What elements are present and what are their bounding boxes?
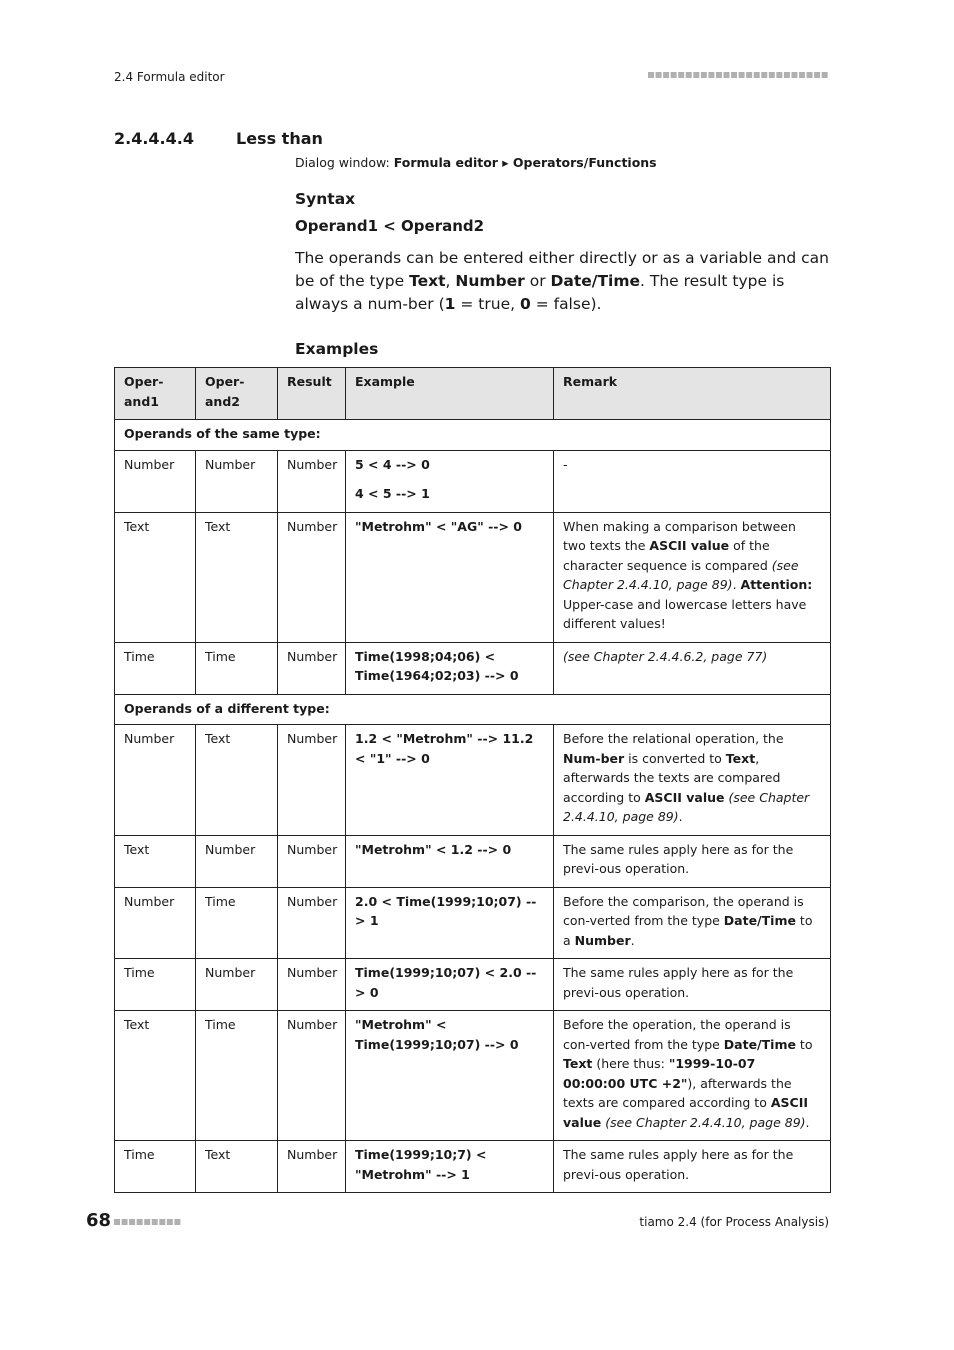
remark-segment: Before the operation, the operand is con-verted from the type: [563, 1017, 791, 1052]
remark-segment: Text: [725, 750, 756, 766]
cell-example: [346, 1141, 554, 1193]
remark-segment: .: [805, 1114, 810, 1130]
remark-segment: Before the relational operation, the: [563, 731, 784, 746]
dot-mark: [784, 72, 790, 78]
dot-mark: [693, 72, 699, 78]
dot-mark: [678, 72, 684, 78]
col-header-result: Result: [278, 368, 346, 420]
syntax-heading: Syntax: [295, 190, 356, 208]
cell-remark: [554, 512, 831, 642]
cell-remark: [554, 450, 831, 512]
cell-result: Number: [278, 512, 346, 642]
remark-segment: The same rules apply here as for the previ-ous operation.: [563, 841, 794, 876]
cell-op1: Number: [115, 725, 196, 836]
example-line: Time(1999;10;7) < "Metrohm" --> 1: [355, 1147, 487, 1182]
remark-segment: The same rules apply here as for the previ-ous operation.: [563, 1147, 794, 1182]
remark-segment: Num-ber: [563, 750, 625, 766]
description-segment: 0: [519, 295, 531, 313]
examples-heading: Examples: [295, 340, 379, 358]
remark-segment: -: [563, 456, 568, 472]
cell-remark: [554, 1141, 831, 1193]
remark-segment: to: [795, 1036, 813, 1052]
description-segment: ,: [445, 272, 456, 290]
group-row: [115, 420, 831, 451]
cell-example: [346, 450, 554, 512]
dot-mark: [731, 72, 737, 78]
dot-mark: [159, 1219, 165, 1225]
table-row: [115, 1141, 831, 1193]
examples-table: [114, 367, 831, 1193]
cell-op1: Text: [115, 512, 196, 642]
remark-segment: Text: [563, 1056, 593, 1071]
dot-mark: [663, 72, 669, 78]
dot-mark: [776, 72, 782, 78]
cell-op2: Time: [196, 887, 278, 959]
description-segment: . The result type is always a num-ber (: [295, 272, 785, 313]
section-title: Less than: [236, 129, 323, 148]
remark-segment: Before the comparison, the operand is con-verted from the type: [563, 893, 804, 928]
footer-dot-rule: [114, 1218, 182, 1227]
cell-example: [346, 959, 554, 1011]
dot-mark: [769, 72, 775, 78]
remark-segment: Attention:: [740, 577, 813, 592]
remark-segment: ASCII value: [644, 789, 725, 805]
dot-mark: [746, 72, 752, 78]
cell-example: [346, 887, 554, 959]
cell-example: [346, 1011, 554, 1141]
example-line: "Metrohm" < 1.2 --> 0: [355, 841, 512, 857]
running-header-section: 2.4 Formula editor: [114, 70, 225, 84]
dialog-label: Dialog window:: [295, 155, 390, 170]
dot-mark: [114, 1219, 120, 1225]
description-segment: Number: [455, 272, 525, 290]
dot-mark: [799, 72, 805, 78]
cell-result: Number: [278, 1011, 346, 1141]
description-segment: Date/Time: [550, 272, 640, 290]
cell-op1: Number: [115, 450, 196, 512]
group-row: [115, 694, 831, 725]
remark-segment: (see Chapter 2.4.4.10, page 89): [563, 789, 810, 824]
dot-mark: [137, 1219, 143, 1225]
dot-mark: [701, 72, 707, 78]
remark-segment: ASCII value: [649, 538, 730, 553]
remark-segment: is converted to: [624, 750, 726, 766]
example-line: "Metrohm" < "AG" --> 0: [355, 518, 522, 534]
description-segment: 1: [444, 295, 456, 313]
description-segment: Text: [409, 272, 446, 290]
remark-segment: .: [678, 809, 683, 824]
dot-mark: [716, 72, 722, 78]
cell-result: Number: [278, 887, 346, 959]
cell-remark: [554, 959, 831, 1011]
dot-mark: [686, 72, 692, 78]
page-number: 68: [86, 1210, 112, 1231]
remark-segment: ), afterwards the texts are compared according to: [563, 1075, 792, 1110]
dot-mark: [122, 1219, 128, 1225]
remark-segment: Date/Time: [723, 913, 796, 928]
remark-segment: "1999-10-07 00:00:00 UTC +2": [563, 1056, 756, 1091]
remark-segment: ASCII value: [563, 1095, 808, 1130]
example-line: "Metrohm" < Time(1999;10;07) --> 0: [355, 1017, 519, 1052]
cell-result: Number: [278, 450, 346, 512]
cell-remark: [554, 887, 831, 959]
remark-segment: When making a comparison between two texts the: [563, 518, 796, 553]
col-header-operand2: Oper-and2: [196, 368, 278, 420]
dot-mark: [754, 72, 760, 78]
cell-result: Number: [278, 835, 346, 887]
section-number: 2.4.4.4.4: [114, 129, 194, 148]
remark-segment: .: [732, 577, 741, 592]
cell-remark: [554, 725, 831, 836]
description-segment: = false).: [530, 295, 602, 313]
remark-segment: .: [630, 932, 635, 948]
remark-segment: The same rules apply here as for the previ-ous operation.: [563, 965, 794, 1000]
cell-op2: Number: [196, 450, 278, 512]
table-row: [115, 887, 831, 959]
dialog-window-line: [295, 155, 657, 170]
cell-op2: Number: [196, 835, 278, 887]
description-segment: = true,: [455, 295, 520, 313]
table-row: [115, 1011, 831, 1141]
dot-mark: [807, 72, 813, 78]
remark-segment: (here thus:: [592, 1056, 669, 1071]
dot-mark: [761, 72, 767, 78]
header-dot-rule: [648, 71, 829, 80]
cell-remark: [554, 642, 831, 694]
dot-mark: [724, 72, 730, 78]
cell-result: Number: [278, 1141, 346, 1193]
dot-mark: [144, 1219, 150, 1225]
example-line: 1.2 < "Metrohm" --> 11.2 < "1" --> 0: [355, 731, 534, 766]
table-row: [115, 959, 831, 1011]
dot-mark: [656, 72, 662, 78]
operands-description: [295, 247, 835, 316]
cell-op2: Text: [196, 1141, 278, 1193]
remark-segment: Date/Time: [723, 1036, 796, 1052]
group-label: Operands of the same type:: [115, 420, 831, 451]
cell-example: [346, 642, 554, 694]
description-segment: or: [524, 272, 551, 290]
example-line: Time(1999;10;07) < 2.0 --> 0: [355, 965, 537, 1000]
cell-op2: Number: [196, 959, 278, 1011]
dot-mark: [671, 72, 677, 78]
dot-mark: [174, 1219, 180, 1225]
dialog-path: Formula editor ▸ Operators/Functions: [393, 155, 657, 170]
cell-result: Number: [278, 725, 346, 836]
cell-op1: Time: [115, 1141, 196, 1193]
cell-example: [346, 512, 554, 642]
table-row: [115, 450, 831, 512]
example-line: 5 < 4 --> 0: [355, 456, 430, 472]
group-label: Operands of a different type:: [115, 694, 831, 725]
cell-result: Number: [278, 642, 346, 694]
remark-segment: , afterwards the texts are compared according to: [563, 750, 781, 805]
dot-mark: [791, 72, 797, 78]
cell-remark: [554, 1011, 831, 1141]
dot-mark: [708, 72, 714, 78]
remark-segment: Upper-case and lowercase letters have different values!: [563, 596, 807, 631]
cell-op1: Time: [115, 959, 196, 1011]
remark-segment: of the character sequence is compared: [563, 538, 772, 573]
table-header-row: [115, 368, 831, 420]
table-row: [115, 725, 831, 836]
dot-mark: [739, 72, 745, 78]
dot-mark: [167, 1219, 173, 1225]
table-row: [115, 512, 831, 642]
cell-op1: Number: [115, 887, 196, 959]
cell-example: [346, 835, 554, 887]
description-segment: The operands can be entered either directly or as a variable and can be of the type: [295, 249, 829, 290]
col-header-remark: Remark: [554, 368, 831, 420]
remark-segment: Number: [574, 932, 631, 948]
cell-op2: Text: [196, 725, 278, 836]
cell-result: Number: [278, 959, 346, 1011]
col-header-operand1: Oper-and1: [115, 368, 196, 420]
table-row: [115, 642, 831, 694]
example-line: 4 < 5 --> 1: [355, 486, 430, 501]
dot-mark: [648, 72, 654, 78]
remark-segment: (see Chapter 2.4.4.6.2, page 77): [563, 648, 768, 664]
dot-mark: [814, 72, 820, 78]
cell-op1: Text: [115, 1011, 196, 1141]
syntax-expression: Operand1 < Operand2: [295, 217, 485, 235]
cell-op2: Text: [196, 512, 278, 642]
cell-op1: Time: [115, 642, 196, 694]
dot-mark: [129, 1219, 135, 1225]
dot-mark: [822, 72, 828, 78]
cell-op2: Time: [196, 1011, 278, 1141]
cell-example: [346, 725, 554, 836]
footer-product: tiamo 2.4 (for Process Analysis): [639, 1215, 829, 1229]
table-row: [115, 835, 831, 887]
col-header-example: Example: [346, 368, 554, 420]
remark-segment: to a: [563, 913, 813, 948]
dot-mark: [152, 1219, 158, 1225]
cell-remark: [554, 835, 831, 887]
cell-op1: Text: [115, 835, 196, 887]
remark-segment: (see Chapter 2.4.4.10, page 89): [563, 557, 799, 592]
remark-segment: (see Chapter 2.4.4.10, page 89): [605, 1114, 806, 1130]
example-line: 2.0 < Time(1999;10;07) --> 1: [355, 893, 537, 928]
example-line: Time(1998;04;06) < Time(1964;02;03) --> 0: [355, 648, 519, 683]
cell-op2: Time: [196, 642, 278, 694]
